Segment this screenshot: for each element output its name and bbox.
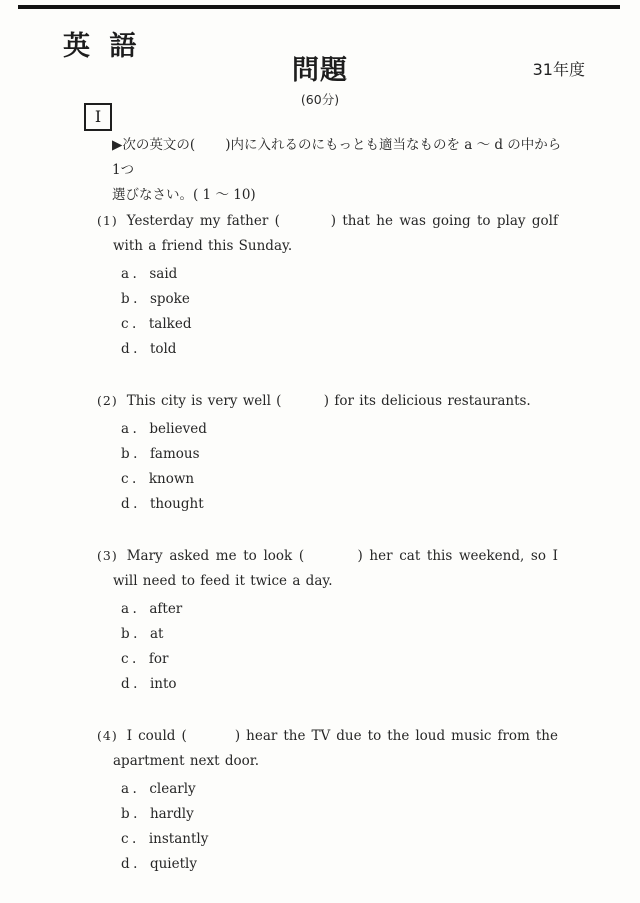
answer-option-text: famous bbox=[149, 446, 200, 462]
answer-option bbox=[121, 597, 640, 622]
answer-option-label: c. bbox=[121, 831, 140, 847]
question-section bbox=[0, 133, 640, 903]
answer-option-label: c. bbox=[121, 316, 140, 332]
question-options bbox=[0, 597, 640, 697]
answer-option-label: b. bbox=[121, 446, 141, 462]
top-rule bbox=[18, 5, 620, 9]
instruction-line-2: 選びなさい。( 1 ～ 10) bbox=[112, 187, 256, 203]
answer-option bbox=[121, 827, 640, 852]
answer-option-label: a. bbox=[121, 266, 141, 282]
section-marker: I bbox=[84, 103, 112, 131]
question-number: (4) bbox=[97, 728, 118, 743]
answer-option-text: at bbox=[149, 626, 164, 642]
answer-option bbox=[121, 417, 640, 442]
answer-option bbox=[121, 262, 640, 287]
answer-option-label: b. bbox=[121, 291, 141, 307]
question-text: This city is very well ( ) for its delicious restaurants. bbox=[126, 393, 531, 409]
answer-option-text: for bbox=[148, 651, 169, 667]
question-options bbox=[0, 777, 640, 877]
subject-title: 英 語 bbox=[63, 31, 139, 62]
answer-option bbox=[121, 672, 640, 697]
answer-option-text: known bbox=[148, 471, 195, 487]
answer-option-text: into bbox=[149, 676, 177, 692]
question-block bbox=[0, 543, 640, 697]
question-number: (3) bbox=[97, 548, 118, 563]
answer-option bbox=[121, 312, 640, 337]
answer-option-text: believed bbox=[149, 421, 207, 437]
question-block bbox=[0, 208, 640, 362]
answer-option-text: told bbox=[149, 341, 177, 357]
question-text: I could ( ) hear the TV due to the loud music from the apartment next door. bbox=[113, 728, 558, 769]
exam-title: 問題 bbox=[292, 55, 348, 86]
answer-option bbox=[121, 492, 640, 517]
question-block bbox=[0, 723, 640, 877]
answer-option bbox=[121, 337, 640, 362]
question-number: (2) bbox=[97, 393, 118, 408]
answer-option-text: quietly bbox=[149, 856, 197, 872]
answer-option-label: d. bbox=[121, 496, 141, 512]
question-list bbox=[0, 208, 640, 877]
question-text: Yesterday my father ( ) that he was going to play golf with a friend this Sunday. bbox=[113, 213, 558, 254]
answer-option-label: b. bbox=[121, 806, 141, 822]
answer-option-text: hardly bbox=[149, 806, 194, 822]
answer-option bbox=[121, 647, 640, 672]
answer-option-label: a. bbox=[121, 601, 141, 617]
question-stem bbox=[97, 208, 558, 259]
answer-option bbox=[121, 777, 640, 802]
instructions bbox=[112, 133, 562, 208]
answer-option-text: spoke bbox=[149, 291, 190, 307]
answer-option-label: d. bbox=[121, 856, 141, 872]
answer-option bbox=[121, 622, 640, 647]
answer-option-label: c. bbox=[121, 651, 140, 667]
exam-year: 31年度 bbox=[532, 60, 585, 79]
exam-duration: (60分) bbox=[300, 92, 340, 107]
answer-option-text: talked bbox=[148, 316, 192, 332]
answer-option bbox=[121, 287, 640, 312]
answer-option-label: d. bbox=[121, 341, 141, 357]
question-text: Mary asked me to look ( ) her cat this weekend, so I will need to feed it twice a day. bbox=[113, 548, 558, 589]
question-stem bbox=[97, 388, 558, 414]
instruction-line-1: ▶次の英文の( )内に入れるのにもっとも適当なものを a ～ d の中から1つ bbox=[112, 137, 562, 178]
answer-option-label: b. bbox=[121, 626, 141, 642]
answer-option bbox=[121, 467, 640, 492]
answer-option-label: c. bbox=[121, 471, 140, 487]
answer-option bbox=[121, 442, 640, 467]
question-options bbox=[0, 417, 640, 517]
answer-option bbox=[121, 852, 640, 877]
answer-option-label: d. bbox=[121, 676, 141, 692]
answer-option-label: a. bbox=[121, 781, 141, 797]
answer-option-text: said bbox=[149, 266, 178, 282]
answer-option-text: clearly bbox=[149, 781, 196, 797]
answer-option-label: a. bbox=[121, 421, 141, 437]
answer-option-text: instantly bbox=[148, 831, 209, 847]
question-options bbox=[0, 262, 640, 362]
question-number: (1) bbox=[97, 213, 118, 228]
question-block bbox=[0, 388, 640, 517]
answer-option-text: thought bbox=[149, 496, 204, 512]
answer-option-text: after bbox=[149, 601, 183, 617]
question-stem bbox=[97, 723, 558, 774]
answer-option bbox=[121, 802, 640, 827]
question-stem bbox=[97, 543, 558, 594]
